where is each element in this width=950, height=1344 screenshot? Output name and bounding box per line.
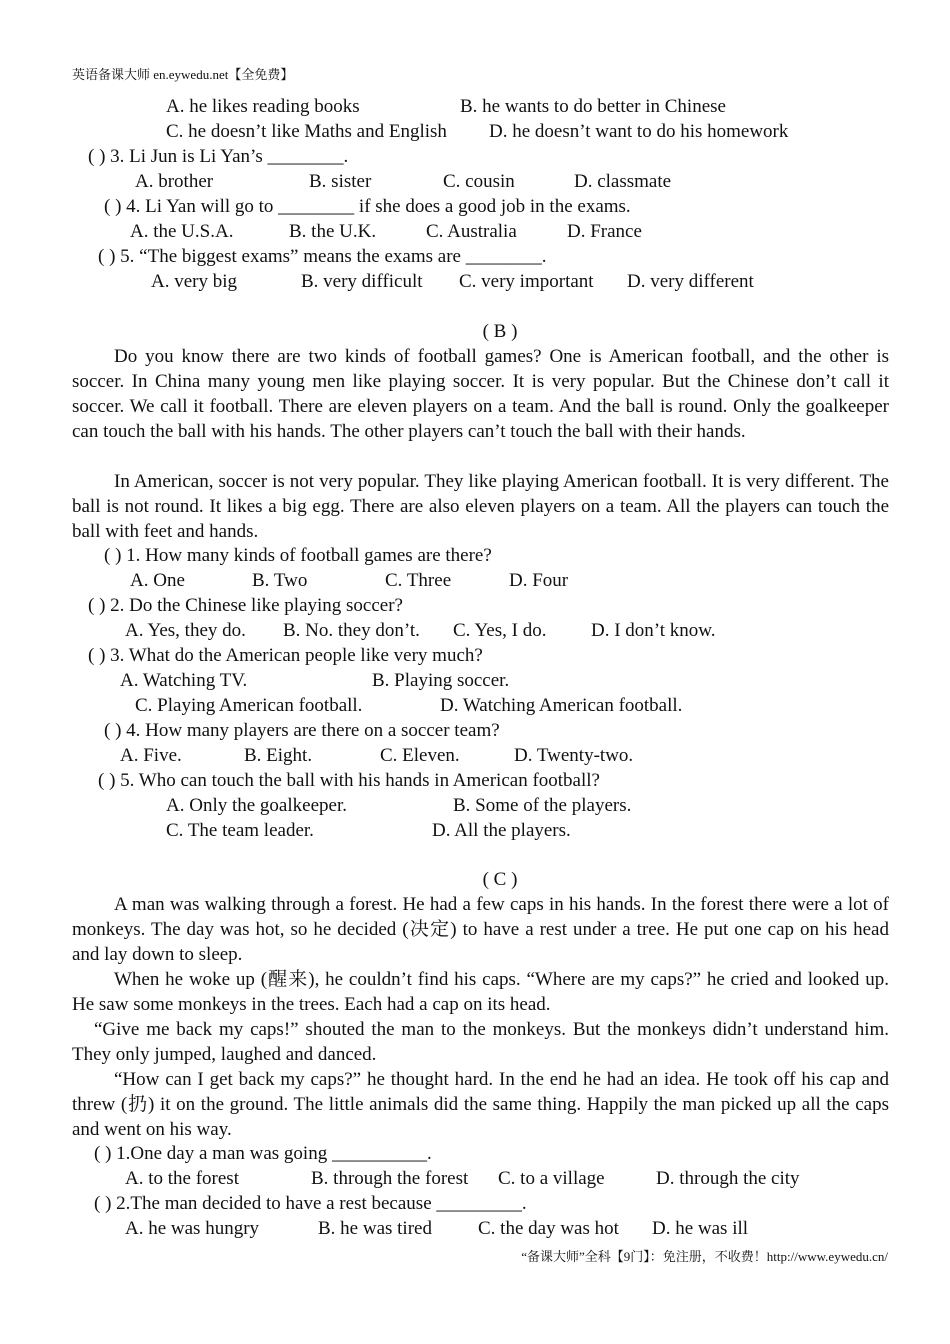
b-q1-options <box>0 568 950 593</box>
c-q2-option-a: A. he was hungry <box>125 1218 260 1239</box>
b-q1-option-c: C. Three <box>385 570 452 591</box>
b-q3-option-d: D. Watching American football. <box>440 695 683 716</box>
b-q2-option-b: B. No. they don’t. <box>283 620 420 641</box>
b-q3: ( ) 3. What do the American people like very much? <box>88 645 483 666</box>
c-paragraph-4: “How can I get back my caps?” he thought hard. In the end he had an idea. He took off his cap and threw (扔) it on the ground. The little animals did the same thing. Happily the man picked up all the caps and went on his way. <box>72 1069 889 1140</box>
b-q5-options-row1 <box>0 793 950 818</box>
b-q5-option-d: D. All the players. <box>432 820 571 841</box>
b-paragraph-2: In American, soccer is not very popular. They like playing American football. It is very different. The ball is not round. It likes a big egg. There are also eleven players on a team. All the players can touch the ball with feet and hands. <box>72 471 889 542</box>
b-q5: ( ) 5. Who can touch the ball with his hands in American football? <box>98 770 600 791</box>
a-q2-options-row2 <box>0 119 950 144</box>
c-paragraph-1: A man was walking through a forest. He had a few caps in his hands. In the forest there were a lot of monkeys. The day was hot, so he decided (决定) to have a rest under a tree. He put one cap on his head and lay down to sleep. <box>72 894 889 965</box>
a-q4: ( ) 4. Li Yan will go to ________ if she does a good job in the exams. <box>104 196 631 217</box>
a-q4-option-c: C. Australia <box>426 221 517 242</box>
c-q1-options <box>0 1166 950 1191</box>
c-q1-option-b: B. through the forest <box>311 1168 469 1189</box>
a-q5-option-b: B. very difficult <box>301 271 423 292</box>
b-q3-option-b: B. Playing soccer. <box>372 670 510 691</box>
b-q3-options-row2 <box>0 693 950 718</box>
b-q2-option-d: D. I don’t know. <box>591 620 716 641</box>
b-q1-option-d: D. Four <box>509 570 569 591</box>
a-q4-option-d: D. France <box>567 221 642 242</box>
a-q4-option-a: A. the U.S.A. <box>130 221 234 242</box>
a-q2-options-row1 <box>0 94 950 119</box>
c-q1: ( ) 1.One day a man was going __________. <box>94 1143 432 1164</box>
c-q2-options <box>0 1216 950 1241</box>
a-q3-options <box>0 169 950 194</box>
b-q1-option-a: A. One <box>130 570 185 591</box>
b-q4-option-d: D. Twenty-two. <box>514 745 634 766</box>
a-q3: ( ) 3. Li Jun is Li Yan’s ________. <box>88 146 349 167</box>
a-q5: ( ) 5. “The biggest exams” means the exams are ________. <box>98 246 547 267</box>
a-q5-option-c: C. very important <box>459 271 594 292</box>
c-paragraph-3: “Give me back my caps!” shouted the man to the monkeys. But the monkeys didn’t understand him. They only jumped, laughed and danced. <box>72 1019 889 1065</box>
b-q5-option-c: C. The team leader. <box>166 820 314 841</box>
a-q4-option-b: B. the U.K. <box>289 221 377 242</box>
a-q5-option-a: A. very big <box>151 271 238 292</box>
c-q2-option-c: C. the day was hot <box>478 1218 619 1239</box>
b-q3-option-a: A. Watching TV. <box>120 670 248 691</box>
a-q3-option-b: B. sister <box>309 171 372 192</box>
b-q4-option-c: C. Eleven. <box>380 745 460 766</box>
b-q4: ( ) 4. How many players are there on a soccer team? <box>104 720 500 741</box>
section-b-title: ( B ) <box>482 321 518 342</box>
b-q3-option-c: C. Playing American football. <box>135 695 363 716</box>
section-c-title: ( C ) <box>482 869 518 890</box>
b-paragraph-1: Do you know there are two kinds of football games? One is American football, and the other is soccer. In China many young men like playing soccer. It is very popular. But the Chinese don’t call it soccer. We call it football. There are eleven players on a team. And the ball is round. Only the goalkeeper can touch the ball with his hands. The other players can’t touch the ball with their hands. <box>72 346 889 442</box>
c-q2-option-b: B. he was tired <box>318 1218 432 1239</box>
b-q5-option-b: B. Some of the players. <box>453 795 632 816</box>
b-q4-option-b: B. Eight. <box>244 745 313 766</box>
b-q2-option-a: A. Yes, they do. <box>125 620 246 641</box>
a-q2-option-b: B. he wants to do better in Chinese <box>460 96 726 117</box>
c-q2: ( ) 2.The man decided to have a rest because _________. <box>94 1193 527 1214</box>
c-q1-option-d: D. through the city <box>656 1168 800 1189</box>
c-q1-option-a: A. to the forest <box>125 1168 239 1189</box>
b-q1: ( ) 1. How many kinds of football games are there? <box>104 545 492 566</box>
a-q3-option-c: C. cousin <box>443 171 515 192</box>
b-q2: ( ) 2. Do the Chinese like playing soccer? <box>88 595 403 616</box>
a-q4-options <box>0 219 950 244</box>
b-q4-option-a: A. Five. <box>120 745 182 766</box>
a-q3-option-d: D. classmate <box>574 171 672 192</box>
b-q5-option-a: A. Only the goalkeeper. <box>166 795 347 816</box>
a-q2-option-a: A. he likes reading books <box>166 96 360 117</box>
b-q2-option-c: C. Yes, I do. <box>453 620 547 641</box>
c-paragraph-2: When he woke up (醒来), he couldn’t find his caps. “Where are my caps?” he cried and looked up. He saw some monkeys in the trees. Each had a cap on its head. <box>72 969 889 1015</box>
b-q2-options <box>0 618 950 643</box>
b-q5-options-row2 <box>0 818 950 843</box>
b-q1-option-b: B. Two <box>252 570 308 591</box>
b-q4-options <box>0 743 950 768</box>
a-q5-options <box>0 269 950 294</box>
a-q5-option-d: D. very different <box>627 271 754 292</box>
c-q2-option-d: D. he was ill <box>652 1218 749 1239</box>
a-q2-option-d: D. he doesn’t want to do his homework <box>489 121 789 142</box>
page-header: 英语备课大师 en.eywedu.net【全免费】 <box>72 67 294 82</box>
a-q3-option-a: A. brother <box>135 171 214 192</box>
c-q1-option-c: C. to a village <box>498 1168 605 1189</box>
a-q2-option-c: C. he doesn’t like Maths and English <box>166 121 447 142</box>
page-footer: “备课大师”全科【9门】：免注册，不收费！http://www.eywedu.cn/ <box>521 1249 888 1264</box>
b-q3-options-row1 <box>0 668 950 693</box>
